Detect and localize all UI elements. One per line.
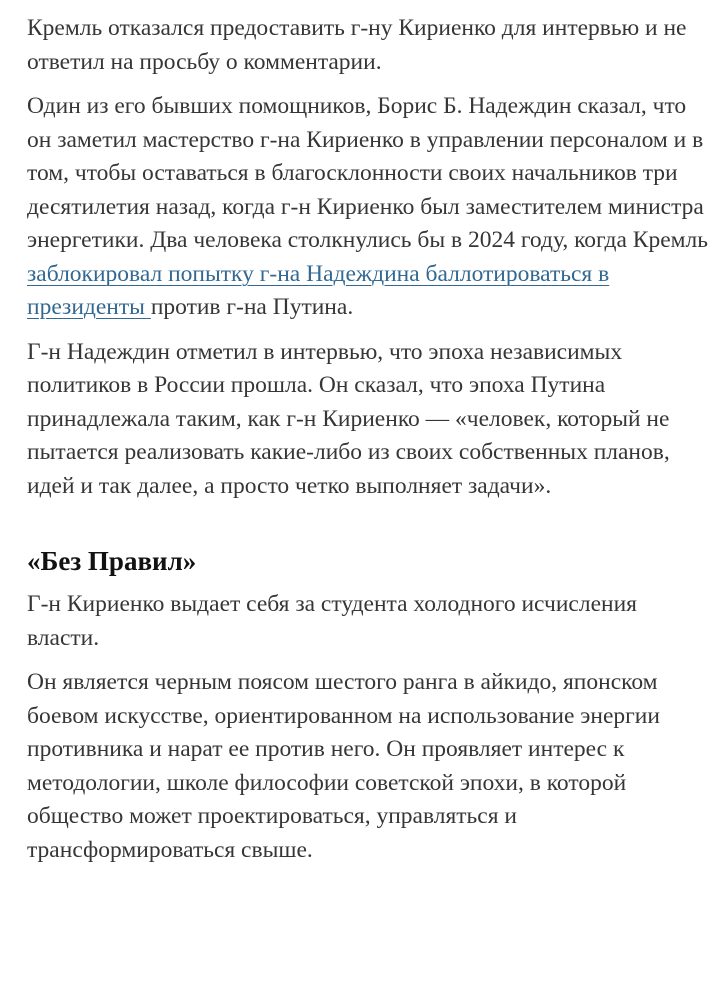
paragraph-era-of-politicians: Г-н Надеждин отметил в интервью, что эпоха независимых политиков в России прошла. Он сказал, что эпоха Путина принадлежала таким, как г-н Кириенко — «человек, который не пытается реализовать какие-либо из своих собственных планов, идей и так далее, а просто четко выполняет задачи».	[27, 338, 670, 499]
paragraph-nadezhdin-assistant	[27, 90, 711, 325]
paragraph-aikido: Он является черным поясом шестого ранга в айкидо, японском боевом искусстве, ориентированном на использование энергии противника и нарат ее против него. Он проявляет интерес к методологии, школе философии советской эпохи, в которой общество может проектироваться, управляться и трансформироваться свыше.	[27, 669, 660, 863]
paragraph-text-end: против г-на Путина.	[150, 294, 354, 320]
paragraph-kremlin-refused: Кремль отказался предоставить г-ну Кириенко для интервью и не ответил на просьбу о комментарии.	[27, 15, 687, 75]
blocked-candidacy-link[interactable]: заблокировал попытку г-на Надеждина баллотироваться в президенты	[27, 260, 610, 320]
article-body	[27, 12, 711, 867]
section-heading: «Без Правил»	[27, 546, 197, 576]
paragraph-cold-calculus: Г-н Кириенко выдает себя за студента холодного исчисления власти.	[27, 591, 637, 651]
paragraph-text: Один из его бывших помощников, Борис Б. Надеждин сказал, что он заметил мастерство г-на Кириенко в управлении персоналом и в том, чтобы оставаться в благосклонности своих начальников три десятилетия назад, когда г-н Кириенко был заместителем министра энергетики. Два человека столкнулись бы в 2024 году, когда Кремль	[27, 93, 708, 253]
